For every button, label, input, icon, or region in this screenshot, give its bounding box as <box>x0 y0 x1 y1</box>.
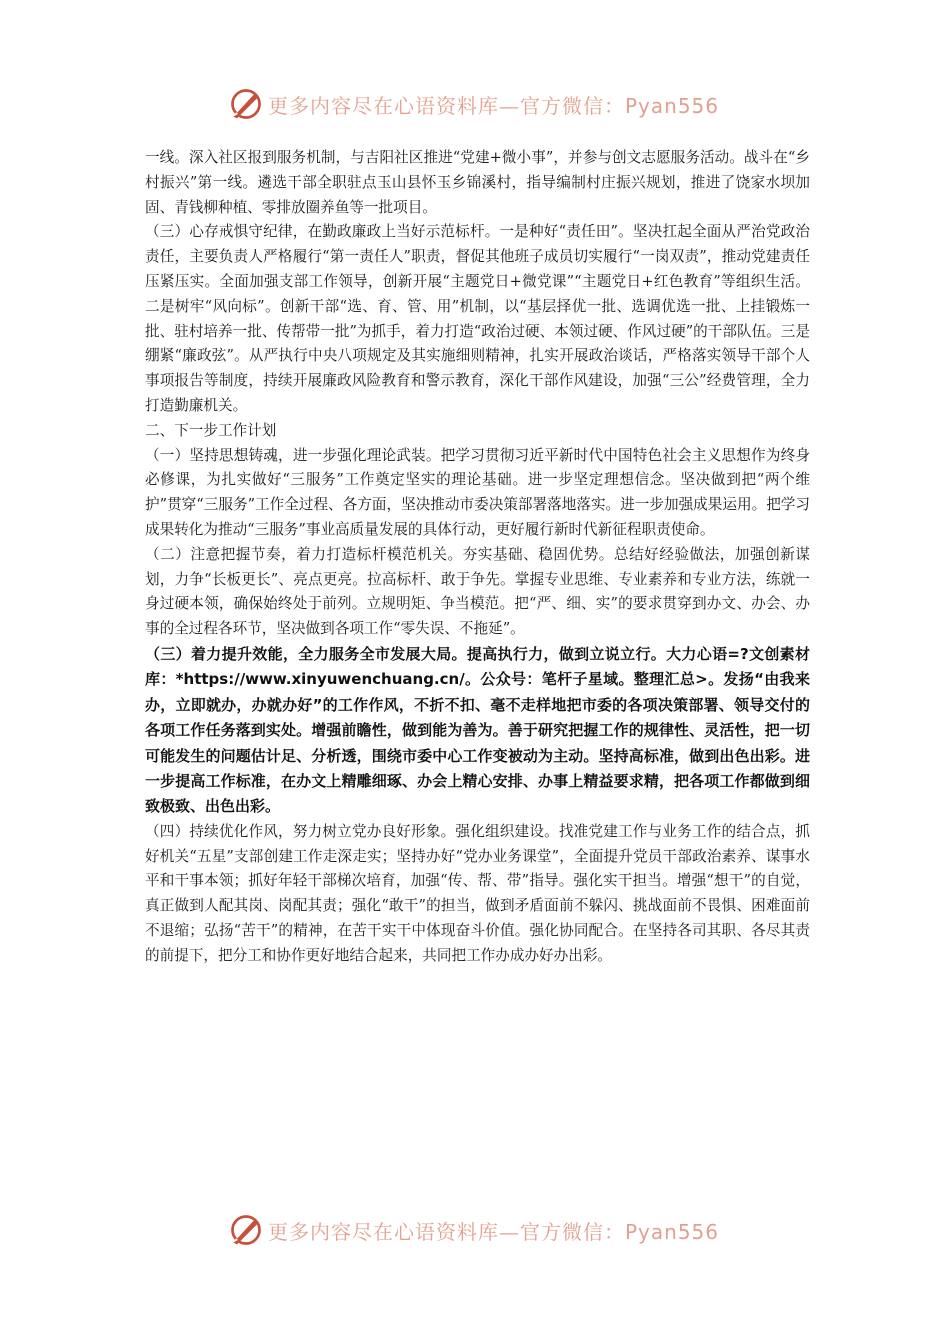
paragraph: （三）心存戒惧守纪律，在勤政廉政上当好示范标杆。一是种好“责任田”。坚决扛起全面从严治党政治责任，主要负责人严格履行“第一责任人”职责，督促其他班子成员切实履行“一岗双责”，推动党建责任压紧压实。全面加强支部工作领导，创新开展“主题党日+微党课”“主题党日+红色教育”等组织生活。二是树牢“风向标”。创新干部“选、育、管、用”机制，以“基层择优一批、选调优选一批、上挂锻炼一批、驻村培养一批、传帮带一批”为抓手，着力打造“政治过硬、本领过硬、作风过硬”的干部队伍。三是绷紧“廉政弦”。从严执行中央八项规定及其实施细则精神，扎实开展政治谈话，严格落实领导干部个人事项报告等制度，持续开展廉政风险教育和警示教育，深化干部作风建设，加强“三公”经费管理，全力打造勤廉机关。 <box>145 223 810 414</box>
paragraph: （一）坚持思想铸魂，进一步强化理论武装。把学习贯彻习近平新时代中国特色社会主义思想作为终身必修课，为扎实做好“三服务”工作奠定坚实的理论基础。进一步坚定理想信念。坚决做到把“两个维护”贯穿“三服务”工作全过程、各方面，坚决推动市委决策部署落地落实。进一步加强成果运用。把学习成果转化为推动“三服务”事业高质量发展的具体行动，更好履行新时代新征程职责使命。 <box>145 446 810 538</box>
paragraph: （二）注意把握节奏，着力打造标杆模范机关。夯实基础、稳固优势。总结好经验做法，加强创新谋划，力争“长板更长”、亮点更亮。拉高标杆、敢于争先。掌握专业思维、专业素养和专业方法，练就一身过硬本领，确保始终处于前列。立规明矩、争当模范。把“严、细、实”的要求贯穿到办文、办会、办事的全过程各环节，坚决做到各项工作“零失误、不拖延”。 <box>145 545 810 638</box>
document-body <box>145 146 810 969</box>
pen-logo-icon <box>228 86 264 122</box>
header-banner <box>228 84 719 124</box>
paragraph: （四）持续优化作风，努力树立党办良好形象。强化组织建设。找准党建工作与业务工作的结合点，抓好机关“五星”支部创建工作走深走实；坚持办好“党办业务课堂”，全面提升党员干部政治素养、谋事水平和干事本领；抓好年轻干部梯次培育，加强“传、帮、带”指导。强化实干担当。增强“想干”的自觉，真正做到人配其岗、岗配其责；强化“敢干”的担当，做到矛盾面前不躲闪、挑战面前不畏惧、困难面前不退缩；弘扬“苦干”的精神，在苦干实干中体现奋斗价值。强化协同配合。在坚持各司其职、各尽其责的前提下，把分工和协作更好地结合起来，共同把工作办成办好办出彩。 <box>145 822 810 964</box>
banner-text: 更多内容尽在心语资料库—官方微信：Pyan556 <box>268 1219 720 1244</box>
pen-logo-icon <box>228 1212 264 1248</box>
banner-text: 更多内容尽在心语资料库—官方微信：Pyan556 <box>268 93 720 118</box>
paragraph: 一线。深入社区报到服务机制，与吉阳社区推进“党建+微小事”，并参与创文志愿服务活动。战斗在“乡村振兴”第一线。遴选干部全职驻点玉山县怀玉乡锦溪村，指导编制村庄振兴规划，推进了饶家水坝加固、青钱柳种植、零排放圈养鱼等一批项目。 <box>145 149 810 216</box>
footer-banner <box>228 1210 719 1250</box>
paragraph-bold: （三）着力提升效能，全力服务全市发展大局。提高执行力，做到立说立行。大力心语=?文创素材库：*https://www.xinyuwenchuang.cn/。公众号：笔杆子星域。整理汇总>。发扬“由我来办，立即就办，办就办好”的工作作风，不折不扣、毫不走样地把市委的各项决策部署、领导交付的各项工作任务落到实处。增强前瞻性，做到能为善为。善于研究把握工作的规律性、灵活性，把一切可能发生的问题估计足、分析透，围绕市委中心工作变被动为主动。坚持高标准，做到出色出彩。进一步提高工作标准，在办文上精雕细琢、办会上精心安排、办事上精益要求精，把各项工作都做到细致极致、出色出彩。 <box>145 644 810 816</box>
section-heading: 二、下一步工作计划 <box>145 421 277 439</box>
